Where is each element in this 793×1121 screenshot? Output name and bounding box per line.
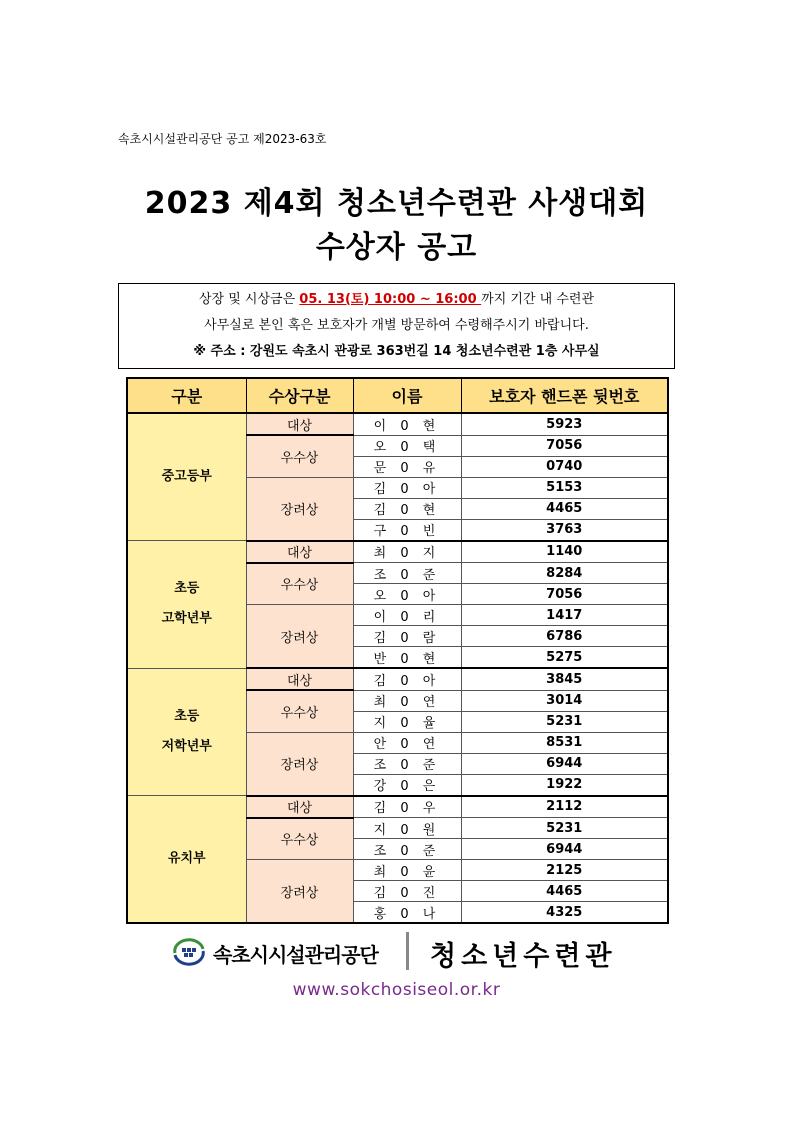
division-cell bbox=[127, 413, 246, 541]
guardian-phone: 7056 bbox=[461, 435, 668, 456]
table-row bbox=[127, 796, 668, 818]
title-line-2: 수상자 공고 bbox=[315, 230, 478, 265]
category-cell: 대상 bbox=[246, 796, 353, 818]
division-label-line-1: 초등 bbox=[174, 708, 200, 724]
category-cell: 우수상 bbox=[246, 563, 353, 605]
guardian-phone: 1140 bbox=[461, 541, 668, 563]
info-line-1-pre: 상장 및 시상금은 bbox=[198, 292, 300, 307]
winner-name: 조 0 준 bbox=[353, 563, 461, 584]
category-cell: 우수상 bbox=[246, 690, 353, 732]
winner-name: 이 0 현 bbox=[353, 413, 461, 435]
category-cell: 대상 bbox=[246, 413, 353, 435]
division-label: 유치부 bbox=[167, 851, 206, 866]
pickup-period: 05. 13(토) 10:00 ~ 16:00 bbox=[299, 292, 482, 307]
guardian-phone: 2125 bbox=[461, 860, 668, 881]
guardian-phone: 2112 bbox=[461, 796, 668, 818]
header-category: 수상구분 bbox=[246, 378, 353, 413]
winner-name: 최 0 윤 bbox=[353, 860, 461, 881]
guardian-phone: 5231 bbox=[461, 818, 668, 839]
winner-name: 이 0 리 bbox=[353, 605, 461, 626]
division-cell bbox=[127, 796, 246, 924]
page-title bbox=[0, 182, 793, 270]
guardian-phone: 6944 bbox=[461, 753, 668, 774]
winner-name: 문 0 유 bbox=[353, 456, 461, 477]
winner-name: 조 0 준 bbox=[353, 753, 461, 774]
footer-logo-bar bbox=[0, 928, 793, 978]
guardian-phone: 4325 bbox=[461, 902, 668, 924]
winner-name: 오 0 택 bbox=[353, 435, 461, 456]
guardian-phone: 5231 bbox=[461, 711, 668, 732]
category-cell: 장려상 bbox=[246, 860, 353, 924]
division-cell bbox=[127, 668, 246, 796]
table-row bbox=[127, 413, 668, 435]
division-cell bbox=[127, 541, 246, 669]
table-row bbox=[127, 668, 668, 690]
guardian-phone: 4465 bbox=[461, 881, 668, 902]
guardian-phone: 3845 bbox=[461, 668, 668, 690]
winner-name: 홍 0 나 bbox=[353, 902, 461, 924]
guardian-phone: 4465 bbox=[461, 498, 668, 519]
winner-name: 김 0 현 bbox=[353, 498, 461, 519]
winner-name: 김 0 아 bbox=[353, 477, 461, 498]
category-cell: 대상 bbox=[246, 541, 353, 563]
winner-name: 김 0 아 bbox=[353, 668, 461, 690]
title-line-1: 2023 제4회 청소년수련관 사생대회 bbox=[144, 186, 649, 221]
org-emblem-icon bbox=[172, 938, 206, 966]
guardian-phone: 5923 bbox=[461, 413, 668, 435]
info-line-2: 사무실로 본인 혹은 보호자가 개별 방문하여 수령해주시기 바랍니다. bbox=[204, 318, 589, 333]
division-label: 중고등부 bbox=[161, 469, 212, 484]
guardian-phone: 0740 bbox=[461, 456, 668, 477]
division-label-line-1: 초등 bbox=[174, 581, 200, 597]
category-cell: 장려상 bbox=[246, 605, 353, 669]
category-cell: 대상 bbox=[246, 668, 353, 690]
awards-table bbox=[126, 377, 669, 924]
winner-name: 지 0 율 bbox=[353, 711, 461, 732]
winner-name: 지 0 원 bbox=[353, 818, 461, 839]
notice-number: 속초시시설관리공단 공고 제2023-63호 bbox=[118, 132, 327, 146]
table-row bbox=[127, 541, 668, 563]
winner-name: 안 0 연 bbox=[353, 732, 461, 753]
header-name: 이름 bbox=[353, 378, 461, 413]
winner-name: 반 0 현 bbox=[353, 647, 461, 669]
guardian-phone: 1922 bbox=[461, 774, 668, 796]
header-phone: 보호자 핸드폰 뒷번호 bbox=[461, 378, 668, 413]
footer-divider bbox=[406, 932, 409, 970]
guardian-phone: 5275 bbox=[461, 647, 668, 669]
winner-name: 김 0 우 bbox=[353, 796, 461, 818]
category-cell: 우수상 bbox=[246, 818, 353, 860]
division-label-line-2: 저학년부 bbox=[161, 738, 212, 754]
winner-name: 최 0 연 bbox=[353, 690, 461, 711]
facility-name: 청소년수련관 bbox=[430, 941, 617, 972]
info-address: ※ 주소 : 강원도 속초시 관광로 363번길 14 청소년수련관 1층 사무실 bbox=[193, 344, 600, 359]
winner-name: 김 0 람 bbox=[353, 626, 461, 647]
winner-name: 오 0 아 bbox=[353, 584, 461, 605]
category-cell: 장려상 bbox=[246, 477, 353, 541]
table-header-row bbox=[127, 378, 668, 413]
winner-name: 김 0 진 bbox=[353, 881, 461, 902]
guardian-phone: 5153 bbox=[461, 477, 668, 498]
guardian-phone: 6944 bbox=[461, 839, 668, 860]
division-label-line-2: 고학년부 bbox=[161, 611, 212, 627]
info-box bbox=[118, 283, 675, 369]
guardian-phone: 3014 bbox=[461, 690, 668, 711]
header-division: 구분 bbox=[127, 378, 246, 413]
winner-name: 조 0 준 bbox=[353, 839, 461, 860]
guardian-phone: 8284 bbox=[461, 563, 668, 584]
guardian-phone: 7056 bbox=[461, 584, 668, 605]
category-cell: 장려상 bbox=[246, 732, 353, 796]
guardian-phone: 3763 bbox=[461, 519, 668, 541]
website-url: www.sokchosiseol.or.kr bbox=[292, 980, 501, 1000]
winner-name: 최 0 지 bbox=[353, 541, 461, 563]
winner-name: 구 0 빈 bbox=[353, 519, 461, 541]
guardian-phone: 8531 bbox=[461, 732, 668, 753]
winner-name: 강 0 은 bbox=[353, 774, 461, 796]
org-name: 속초시시설관리공단 bbox=[213, 943, 378, 967]
info-line-1 bbox=[119, 287, 674, 313]
guardian-phone: 6786 bbox=[461, 626, 668, 647]
guardian-phone: 1417 bbox=[461, 605, 668, 626]
info-line-1-post: 까지 기간 내 수련관 bbox=[481, 292, 595, 307]
category-cell: 우수상 bbox=[246, 435, 353, 477]
